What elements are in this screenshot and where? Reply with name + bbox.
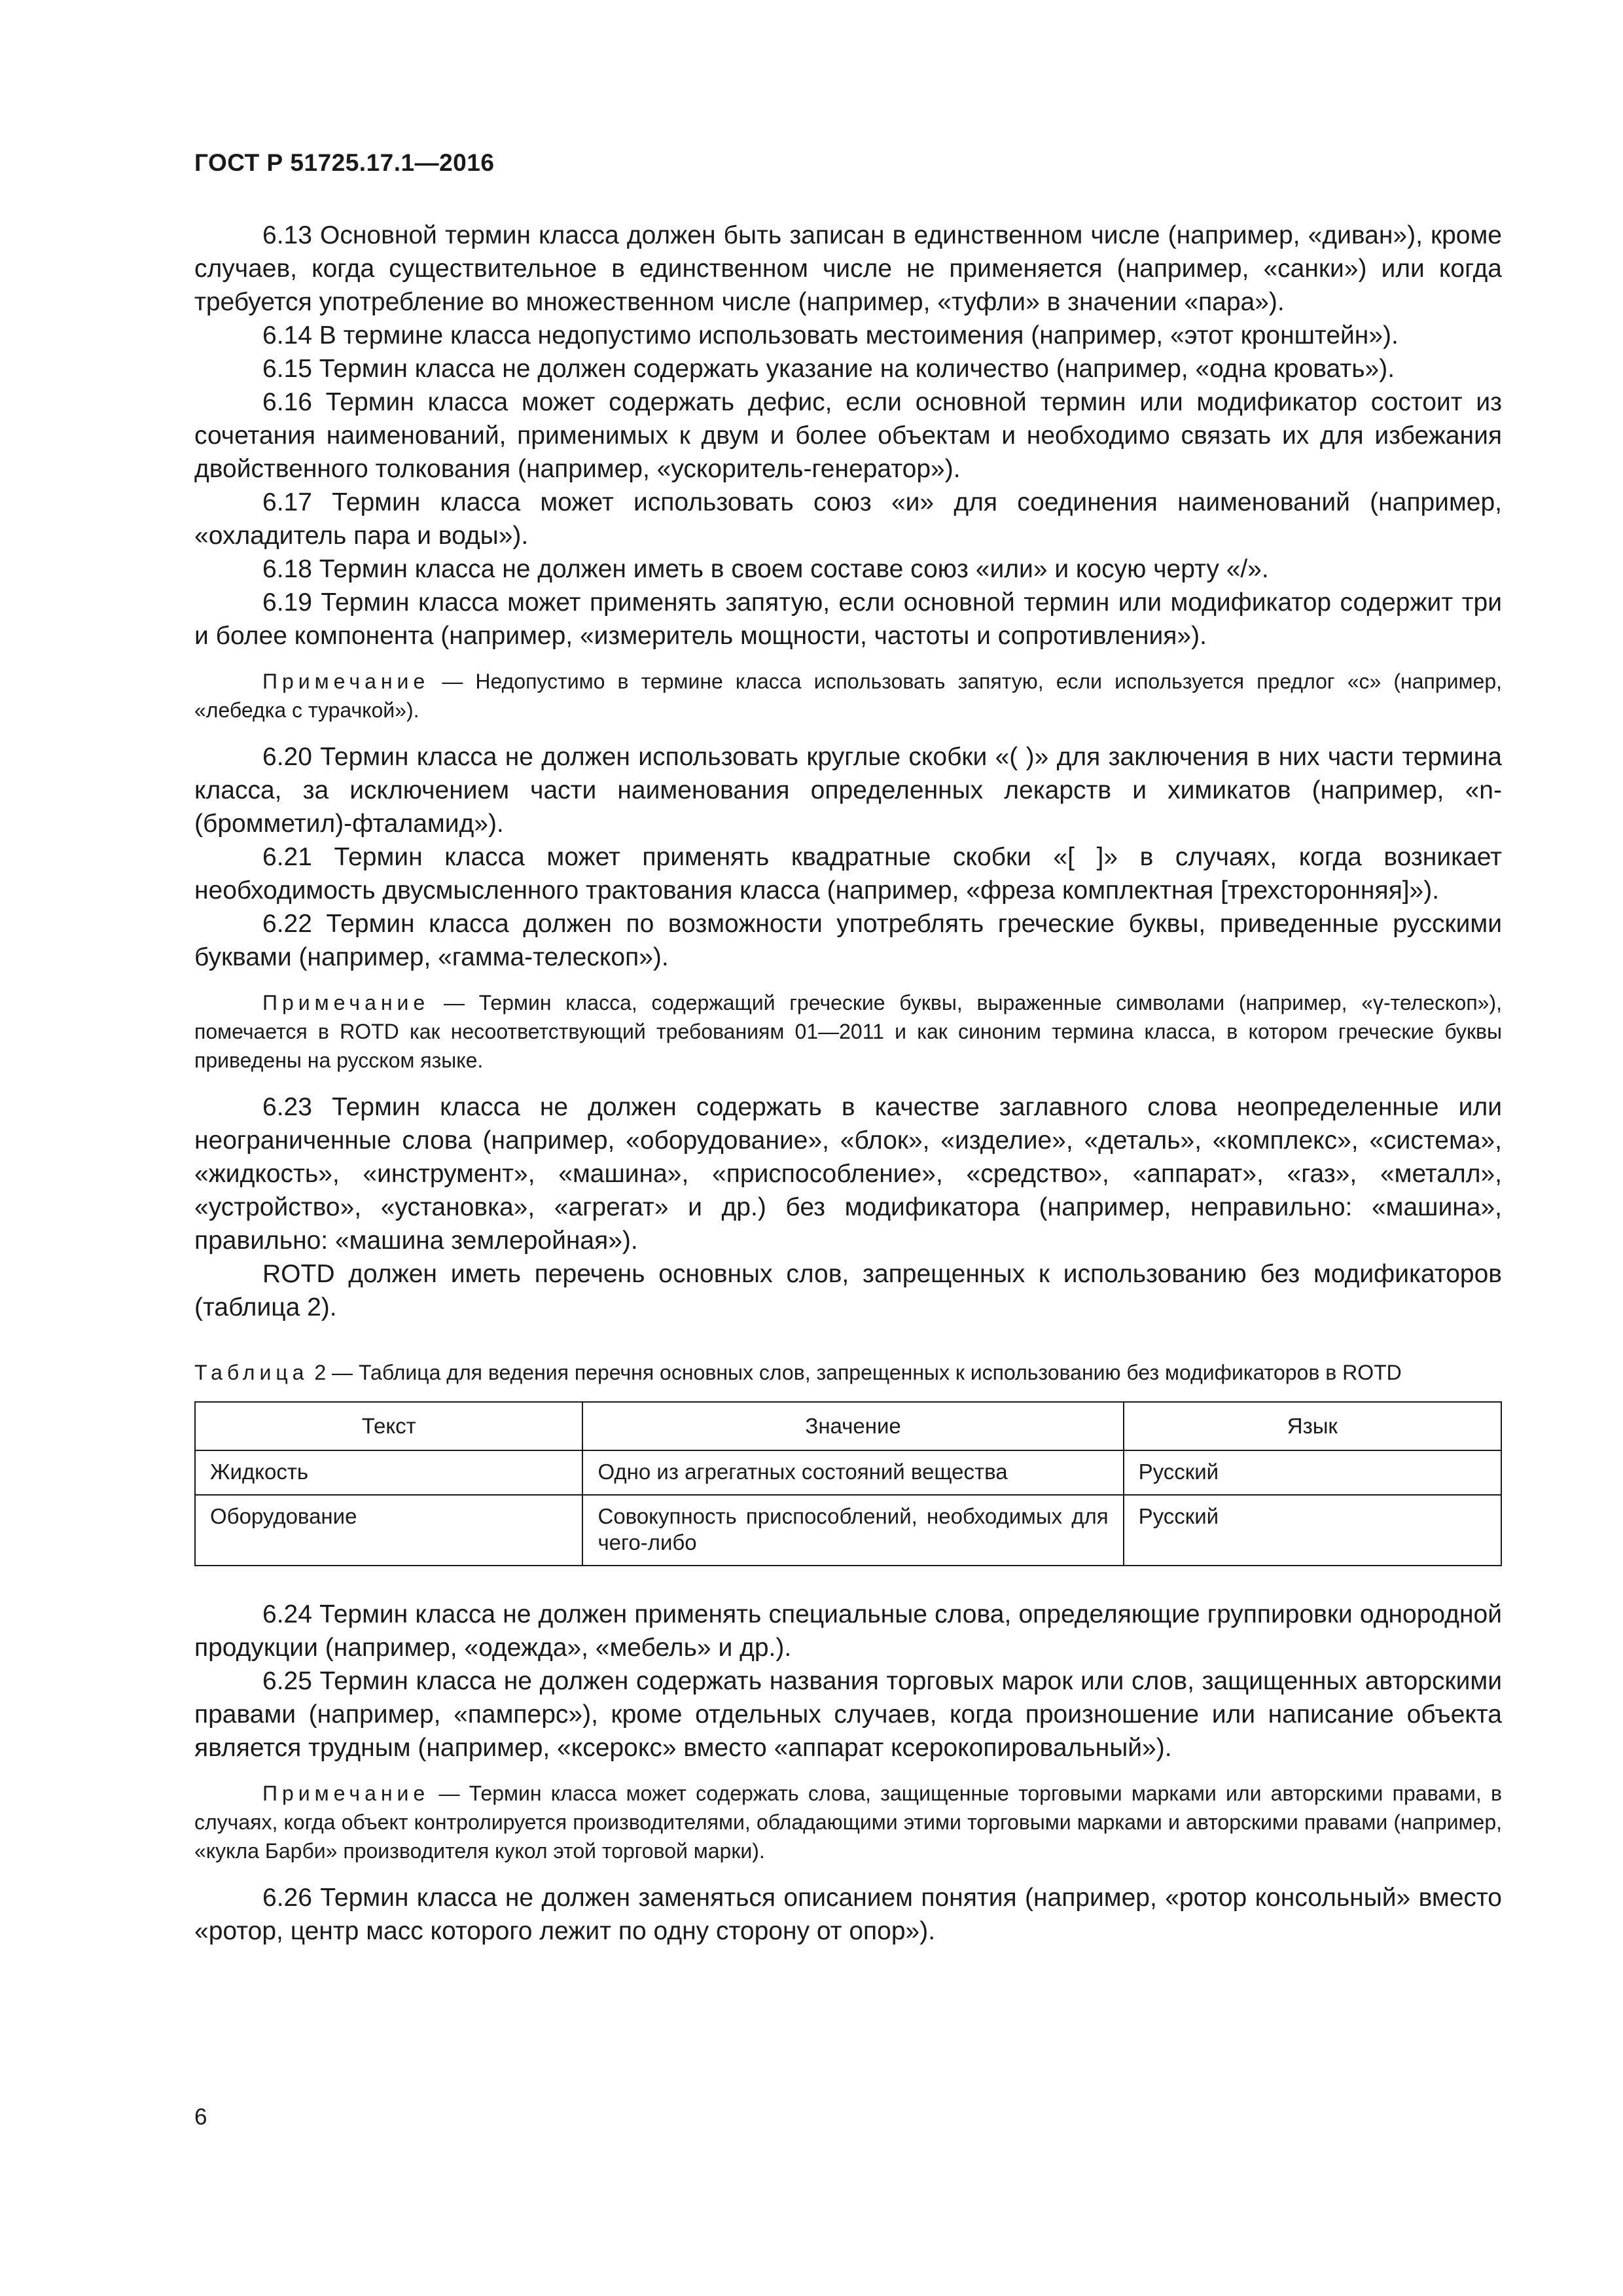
note-label: Примечание bbox=[262, 991, 430, 1014]
table-2 bbox=[194, 1401, 1502, 1566]
paragraph-6-26: 6.26 Термин класса не должен заменяться описанием понятия (например, «ротор консольный» вместо «ротор, центр масс которого лежит по одну сторону от опор»). bbox=[194, 1884, 1502, 1945]
paragraph-6-22: 6.22 Термин класса должен по возможности употреблять греческие буквы, приведенные русскими буквами (например, «гамма-телескоп»). bbox=[194, 910, 1502, 971]
page-body bbox=[194, 219, 1502, 1948]
table-cell: Одно из агрегатных состояний вещества bbox=[582, 1450, 1123, 1495]
table-cell: Совокупность приспособлений, необходимых для чего-либо bbox=[582, 1495, 1123, 1566]
paragraph-6-23: 6.23 Термин класса не должен содержать в качестве заглавного слова неопределенные или неограниченные слова (например, «оборудование», «блок», «изделие», «деталь», «комплекс», «система», «жидкость», «инструмент», «машина», «приспособление», «средство», «аппарат», «газ», «металл», «устройство», «установка», «агрегат» и др.) без модификатора (например, неправильно: «машина», правильно: «машина землеройная»). bbox=[194, 1093, 1502, 1255]
paragraph-6-25: 6.25 Термин класса не должен содержать названия торговых марок или слов, защищенных авторскими правами (например, «памперс»), кроме отдельных случаев, когда произношение или написание объекта является трудным (например, «ксерокс» вместо «аппарат ксерокопировальный»). bbox=[194, 1667, 1502, 1762]
note-comma bbox=[194, 667, 1502, 725]
paragraph-6-16: 6.16 Термин класса может содержать дефис, если основной термин или модификатор состоит из сочетания наименований, применимых к двум и более объектам и необходимо связать их для избежания двойственного толкования (например, «ускоритель-генератор»). bbox=[194, 388, 1502, 483]
paragraph-6-20: 6.20 Термин класса не должен использовать круглые скобки «( )» для заключения в них части термина класса, за исключением части наименования определенных лекарств и химикатов (например, «n-(бромметил)-фталамид»). bbox=[194, 743, 1502, 838]
table-cell: Жидкость bbox=[195, 1450, 582, 1495]
paragraph-6-14: 6.14 В термине класса недопустимо использовать местоимения (например, «этот кронштейн»). bbox=[262, 321, 1399, 350]
paragraph-6-19: 6.19 Термин класса может применять запятую, если основной термин или модификатор содержит три и более компонента (например, «измеритель мощности, частоты и сопротивления»). bbox=[194, 588, 1502, 650]
document-header: ГОСТ Р 51725.17.1—2016 bbox=[194, 149, 495, 176]
paragraph-6-17: 6.17 Термин класса может использовать союз «и» для соединения наименований (например, «охладитель пара и воды»). bbox=[194, 488, 1502, 550]
table-cell: Русский bbox=[1124, 1450, 1501, 1495]
note-trademarks bbox=[194, 1779, 1502, 1865]
paragraph-6-15: 6.15 Термин класса не должен содержать указание на количество (например, «одна кровать»). bbox=[262, 355, 1395, 383]
note-text: — Термин класса, содержащий греческие буквы, выраженные символами (например, «γ-телескоп»), помечается в ROTD как несоответствующий требованиям 01—2011 и как синоним термина класса, в котором греческие буквы приведены на русском языке. bbox=[194, 991, 1502, 1072]
paragraph-rotd-list: ROTD должен иметь перечень основных слов, запрещенных к использованию без модификаторов (таблица 2). bbox=[194, 1260, 1502, 1321]
paragraph-6-24: 6.24 Термин класса не должен применять специальные слова, определяющие группировки однородной продукции (например, «одежда», «мебель» и др.). bbox=[194, 1600, 1502, 1662]
table-cell: Русский bbox=[1124, 1495, 1501, 1566]
table-header-row bbox=[195, 1402, 1501, 1450]
column-header-meaning: Значение bbox=[582, 1402, 1123, 1450]
page-number: 6 bbox=[194, 2104, 207, 2130]
note-label: Примечание bbox=[262, 1782, 430, 1805]
note-text: — Недопустимо в термине класса использовать запятую, если используется предлог «с» (например, «лебедка с турачкой»). bbox=[194, 670, 1502, 722]
table-row bbox=[195, 1495, 1501, 1566]
note-label: Примечание bbox=[262, 670, 430, 693]
table-cell: Оборудование bbox=[195, 1495, 582, 1566]
paragraph-6-18: 6.18 Термин класса не должен иметь в своем составе союз «или» и косую черту «/». bbox=[262, 555, 1269, 583]
paragraph-6-21: 6.21 Термин класса может применять квадратные скобки «[ ]» в случаях, когда возникает необходимость двусмысленного трактования класса (например, «фреза комплектная [трехсторонняя]»). bbox=[194, 843, 1502, 905]
note-greek bbox=[194, 988, 1502, 1075]
paragraph-6-13: 6.13 Основной термин класса должен быть записан в единственном числе (например, «диван»), кроме случаев, когда существительное в единственном числе не применяется (например, «санки») или когда требуется употребление во множественном числе (например, «туфли» в значении «пара»). bbox=[194, 221, 1502, 316]
table-caption bbox=[194, 1358, 1502, 1387]
table-row bbox=[195, 1450, 1501, 1495]
column-header-text: Текст bbox=[195, 1402, 582, 1450]
table-caption-text: 2 — Таблица для ведения перечня основных слов, запрещенных к использованию без модификаторов в ROTD bbox=[308, 1361, 1402, 1384]
note-text: — Термин класса может содержать слова, защищенные торговыми марками или авторскими правами, в случаях, когда объект контролируется производителями, обладающими этими торговыми марками и авторскими правами (например, «кукла Барби» производителя кукол этой торговой марки). bbox=[194, 1782, 1502, 1863]
table-caption-label: Таблица bbox=[194, 1361, 309, 1384]
column-header-language: Язык bbox=[1124, 1402, 1501, 1450]
